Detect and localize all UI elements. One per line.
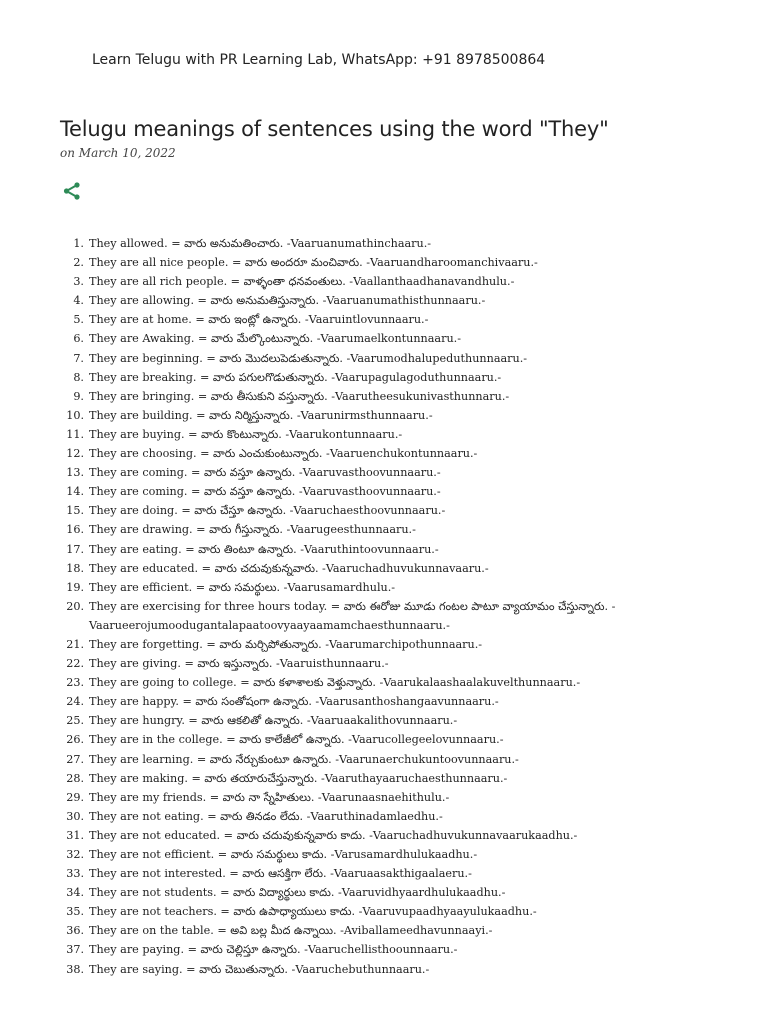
list-item-number: 15. [66, 504, 84, 518]
list-item [56, 253, 756, 272]
list-item-number: 29. [66, 790, 84, 804]
list-item-text: They are hungry. = వారు ఆకలితో ఉన్నారు. -Vaaruaakalithovunnaaru.- [89, 714, 458, 728]
list-item-text: They allowed. = వారు అనుమతించారు. -Vaaruanumathinchaaru.- [89, 237, 432, 250]
list-item [56, 578, 756, 597]
list-item [56, 730, 756, 749]
list-item [56, 482, 756, 501]
list-item-number: 35. [66, 905, 84, 919]
list-item-number: 2. [73, 256, 84, 270]
list-item [56, 463, 756, 482]
list-item [56, 501, 756, 520]
list-item-text: They are allowing. = వారు అనుమతిస్తున్నారు. -Vaaruanumathisthunnaaru.- [89, 294, 486, 308]
list-item [56, 520, 756, 539]
share-icon[interactable] [61, 180, 83, 202]
list-item [56, 750, 756, 769]
list-item-number: 19. [66, 580, 84, 594]
list-item-text: They are paying. = వారు చెల్లిస్తూ ఉన్నారు. -Vaaruchellisthoounnaaru.- [89, 943, 458, 957]
list-item-number: 32. [66, 848, 84, 861]
list-item-text: They are bringing. = వారు తీసుకుని వస్తున్నారు. -Vaarutheesukunivasthunnaru.- [89, 389, 510, 403]
list-item-text: They are eating. = వారు తింటూ ఉన్నారు. -Vaaruthintoovunnaaru.- [89, 542, 439, 556]
list-item [56, 329, 756, 348]
list-item [56, 406, 756, 425]
list-item-text: They are forgetting. = వారు మర్చిపోతున్నారు. -Vaarumarchipothunnaaru.- [89, 637, 483, 651]
date-value: March 10, 2022 [78, 146, 176, 160]
list-item-number: 11. [66, 427, 84, 441]
list-item-number: 10. [66, 408, 84, 422]
list-item-text: They are breaking. = వారు పగులగొడుతున్నారు. -Vaarupagulagoduthunnaaru.- [89, 370, 502, 384]
list-item [56, 960, 756, 979]
list-item [56, 692, 756, 711]
list-item-number: 20. [66, 599, 84, 613]
list-item-number: 14. [66, 485, 84, 499]
list-item-text: They are choosing. = వారు ఎంచుకుంటున్నారు. -Vaaruenchukontunnaaru.- [89, 447, 478, 461]
list-item-number: 13. [66, 466, 84, 480]
list-item-text: They are going to college. = వారు కళాశాలకు వెళ్తున్నారు. -Vaarukalaashaalakuvelthunnaaru.- [89, 676, 581, 690]
list-item-text: They are educated. = వారు చదువుకున్నవారు. -Vaaruchadhuvukunnavaaru.- [89, 561, 489, 575]
list-item [56, 940, 756, 959]
list-item [56, 711, 756, 730]
list-item [56, 788, 756, 807]
list-item [56, 444, 756, 463]
list-item [56, 845, 756, 864]
list-item-text: They are not efficient. = వారు సమర్థులు కాదు. -Varusamardhulukaadhu.- [89, 848, 478, 861]
list-item [56, 387, 756, 406]
site-title-link[interactable]: Learn Telugu with PR Learning Lab, WhatsApp: +91 8978500864 [92, 52, 546, 68]
post-title: Telugu meanings of sentences using the word "They" [60, 117, 609, 141]
list-item-number: 23. [66, 676, 84, 690]
list-item-text: They are efficient. = వారు సమర్థులు. -Vaarusamardhulu.- [89, 580, 396, 594]
list-item-number: 12. [66, 447, 84, 461]
list-item-number: 38. [66, 962, 84, 976]
list-item [56, 921, 756, 940]
list-item [56, 769, 756, 788]
list-item-text: They are not eating. = వారు తినడం లేదు. -Vaaruthinadamlaedhu.- [89, 809, 443, 823]
list-item-text: They are exercising for three hours today. = వారు ఈరోజు మూడు గంటల పాటూ వ్యాయామం చేస్తున్నారు. -Vaarueerojumoodugantalapaatoovyaayaamamchaesthunnaaru.- [89, 599, 616, 632]
list-item [56, 540, 756, 559]
list-item-number: 26. [66, 733, 84, 747]
list-item [56, 864, 756, 883]
list-item [56, 234, 756, 253]
list-item-number: 17. [66, 542, 84, 556]
list-item-text: They are drawing. = వారు గీస్తున్నారు. -Vaarugeesthunnaaru.- [89, 523, 416, 537]
list-item-number: 21. [66, 637, 84, 651]
list-item-text: They are at home. = వారు ఇంట్లో ఉన్నారు. -Vaaruintlovunnaaru.- [89, 313, 429, 327]
list-item-text: They are building. = వారు నిర్మిస్తున్నారు. -Vaarunirmsthunnaaru.- [89, 408, 433, 422]
list-item-number: 6. [73, 332, 84, 346]
list-item-number: 30. [66, 809, 84, 823]
list-item [56, 597, 756, 635]
list-item [56, 635, 756, 654]
list-item-text: They are happy. = వారు సంతోషంగా ఉన్నారు. -Vaarusanthoshangaavunnaaru.- [89, 695, 499, 709]
list-item-number: 7. [73, 351, 84, 365]
list-item [56, 272, 756, 291]
list-item [56, 291, 756, 310]
list-item-text: They are buying. = వారు కొంటున్నారు. -Vaarukontunnaaru.- [89, 427, 403, 441]
list-item-number: 33. [66, 867, 84, 881]
list-item-text: They are Awaking. = వారు మేల్కొంటున్నారు. -Vaarumaelkontunnaaru.- [89, 332, 461, 346]
list-item [56, 673, 756, 692]
list-item-text: They are on the table. = అవి బల్ల మీద ఉన్నాయి. -Aviballameedhavunnaayi.- [89, 924, 493, 938]
list-item-number: 37. [66, 943, 84, 957]
list-item [56, 425, 756, 444]
list-item-number: 24. [66, 695, 84, 709]
list-item-text: They are giving. = వారు ఇస్తున్నారు. -Vaaruisthunnaaru.- [89, 657, 389, 671]
list-item-number: 27. [66, 752, 84, 766]
list-item-number: 36. [66, 924, 84, 938]
date-prefix: on [60, 146, 75, 160]
list-item [56, 559, 756, 578]
list-item-number: 5. [73, 313, 84, 327]
list-item-number: 22. [66, 657, 84, 671]
list-item-number: 9. [73, 389, 84, 403]
list-item-text: They are doing. = వారు చేస్తూ ఉన్నారు. -Vaaruchaesthoovunnaaru.- [89, 504, 446, 518]
list-item-text: They are all rich people. = వాళ్ళంతా ధనవంతులు. -Vaallanthaadhanavandhulu.- [89, 275, 515, 289]
list-item-number: 16. [66, 523, 84, 537]
list-item-text: They are not students. = వారు విద్యార్థులు కాదు. -Vaaruvidhyaardhulukaadhu.- [89, 886, 506, 900]
list-item-number: 3. [73, 275, 84, 289]
list-item-number: 4. [73, 294, 84, 308]
list-item-text: They are learning. = వారు నేర్చుకుంటూ ఉన్నారు. -Vaarunaerchukuntoovunnaaru.- [89, 752, 519, 766]
list-item [56, 826, 756, 845]
list-item [56, 807, 756, 826]
list-item-text: They are coming. = వారు వస్తూ ఉన్నారు. -Vaaruvasthoovunnaaru.- [89, 466, 441, 480]
list-item-text: They are not interested. = వారు ఆసక్తిగా లేరు. -Vaaruaasakthigaalaeru.- [89, 867, 472, 881]
list-item [56, 310, 756, 329]
list-item-number: 8. [73, 370, 84, 384]
list-item [56, 349, 756, 368]
list-item-text: They are saying. = వారు చెబుతున్నారు. -Vaaruchebuthunnaaru.- [89, 962, 430, 976]
list-item-text: They are not educated. = వారు చదువుకున్నవారు కాదు. -Vaaruchadhuvukunnavaarukaadhu.- [89, 828, 578, 842]
sentence-list [56, 234, 756, 979]
list-item-text: They are beginning. = వారు మొదలుపెడుతున్నారు. -Vaarumodhalupeduthunnaaru.- [89, 351, 528, 365]
list-item-number: 18. [66, 561, 84, 575]
list-item-number: 31. [66, 828, 84, 842]
list-item [56, 902, 756, 921]
list-item-number: 34. [66, 886, 84, 900]
list-item-text: They are in the college. = వారు కాలేజీలో ఉన్నారు. -Vaarucollegeelovunnaaru.- [89, 733, 504, 747]
list-item-number: 28. [66, 771, 84, 785]
list-item-number: 1. [73, 237, 84, 250]
list-item [56, 883, 756, 902]
list-item [56, 368, 756, 387]
list-item-number: 25. [66, 714, 84, 728]
list-item-text: They are all nice people. = వారు అందరూ మంచివారు. -Vaaruandharoomanchivaaru.- [89, 256, 538, 270]
post-date [60, 146, 176, 160]
list-item [56, 654, 756, 673]
list-item-text: They are making. = వారు తయారుచేస్తున్నారు. -Vaaruthayaaruchaesthunnaaru.- [89, 771, 508, 785]
list-item-text: They are my friends. = వారు నా స్నేహితులు. -Vaarunaasnaehithulu.- [89, 790, 450, 804]
list-item-text: They are not teachers. = వారు ఉపాధ్యాయులు కాదు. -Vaaruvupaadhyaayulukaadhu.- [89, 905, 537, 919]
list-item-text: They are coming. = వారు వస్తూ ఉన్నారు. -Vaaruvasthoovunnaaru.- [89, 485, 441, 499]
